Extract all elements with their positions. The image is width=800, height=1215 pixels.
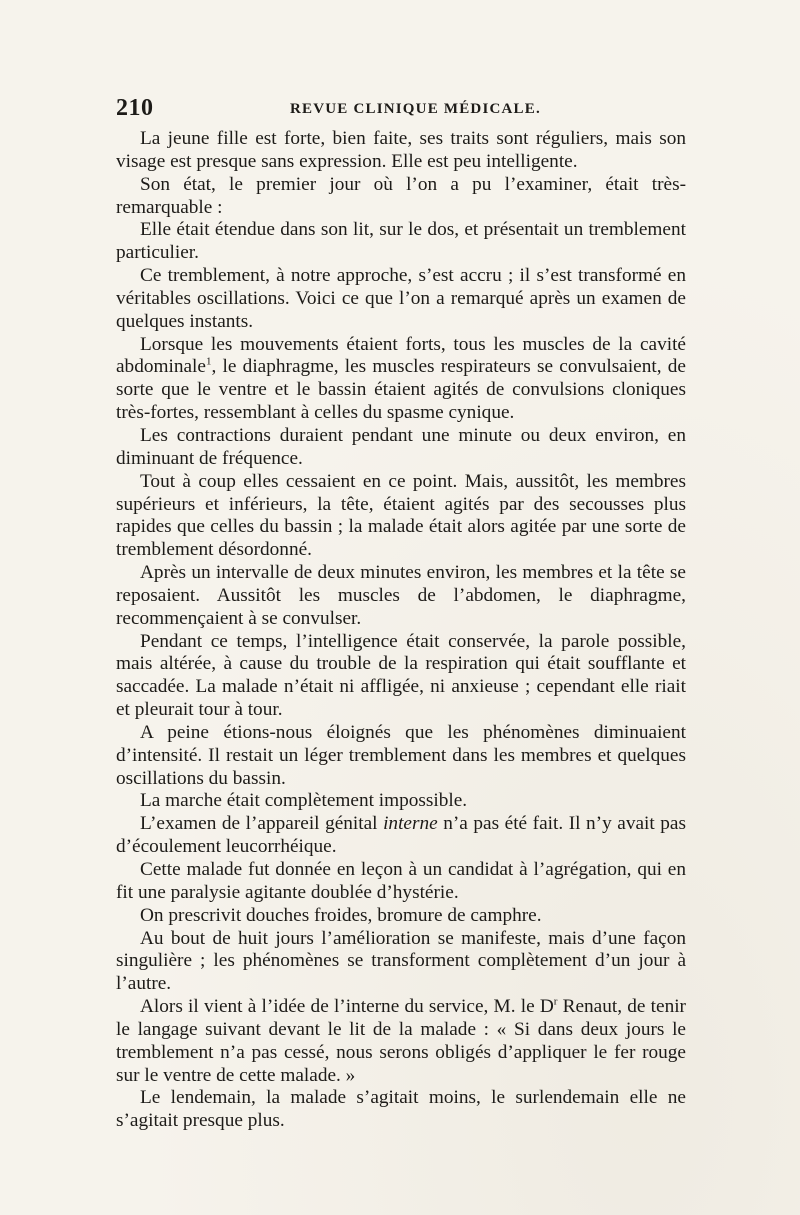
running-title: REVUE CLINIQUE MÉDICALE. [290, 101, 541, 117]
paragraph: Ce tremblement, à notre approche, s’est accru ; il s’est transformé en véritables oscillations. Voici ce que l’on a remarqué après un examen de quelques instants. [116, 265, 686, 332]
paragraph: Tout à coup elles cessaient en ce point. Mais, aussitôt, les membres supérieurs et inférieurs, la tête, étaient agités par des secousses plus rapides que celles du bassin ; la malade était alors agitée par une sorte de tremblement désordonné. [116, 470, 686, 561]
paragraph: La jeune fille est forte, bien faite, ses traits sont réguliers, mais son visage est presque sans expression. Elle est peu intelligente. [116, 128, 686, 172]
paragraph: Elle était étendue dans son lit, sur le dos, et présentait un tremblement particulier. [116, 219, 686, 264]
paragraph-text: L’examen de l’appareil génital [140, 813, 384, 835]
paragraph: On prescrivit douches froides, bromure de camphre. [140, 904, 542, 926]
paragraph-text: Renaut, de tenir le langage suivant devant le lit de la malade : « Si dans deux jours le tremblement n’a pas cessé, nous serons obligés d’appliquer le fer rouge sur le ventre de cette malade. » [116, 996, 686, 1086]
paragraph-text: Alors il vient à l’idée de l’interne du service, M. le D [140, 996, 554, 1018]
paragraph: Le lendemain, la malade s’agitait moins, le surlendemain elle ne s’agitait presque plus. [116, 1087, 686, 1132]
page-number: 210 [116, 95, 154, 121]
italic-word: interne [383, 813, 438, 835]
page-header [116, 95, 686, 125]
paragraph: Pendant ce temps, l’intelligence était conservée, la parole possible, mais altérée, à cause du trouble de la respiration qui était soufflante et saccadée. La malade n’était ni affligée, ni anxieuse ; cependant elle riait et pleurait tour à tour. [116, 630, 686, 721]
paragraph: Après un intervalle de deux minutes environ, les membres et la tête se reposaient. Aussitôt les muscles de l’abdomen, le diaphragme, recommençaient à se convulser. [116, 562, 686, 629]
paragraph-text: n’a pas été fait. Il n’y avait pas d’écoulement leucorrhéique. [116, 813, 686, 858]
paragraph: Son état, le premier jour où l’on a pu l’examiner, était très-remarquable : [116, 173, 686, 218]
paragraph: Cette malade fut donnée en leçon à un candidat à l’agrégation, qui en fit une paralysie agitante doublée d’hystérie. [116, 859, 686, 903]
paragraph [116, 334, 686, 425]
paragraph-text: Lorsque les mouvements étaient forts, tous les muscles de la cavité abdominale [116, 333, 686, 378]
superscript: r [553, 995, 558, 1008]
paragraph-text: , le diaphragme, les muscles respirateurs se convulsaient, de sorte que le ventre et le bassin étaient agités de convulsions cloniques très-fortes, ressemblant à celles du spasme cynique. [116, 356, 686, 424]
paragraph: La marche était complètement impossible. [140, 790, 468, 812]
footnote-marker: 1 [205, 356, 212, 369]
paragraph: Les contractions duraient pendant une minute ou deux environ, en diminuant de fréquence. [116, 424, 686, 469]
paragraph: A peine étions-nous éloignés que les phénomènes diminuaient d’intensité. Il restait un léger tremblement dans les membres et quelques oscillations du bassin. [116, 721, 686, 789]
paragraph [116, 996, 686, 1087]
body-text [116, 128, 686, 1133]
paragraph [116, 813, 686, 859]
paragraph: Au bout de huit jours l’amélioration se manifeste, mais d’une façon singulière ; les phénomènes se transforment complètement d’un jour à l’autre. [116, 927, 686, 995]
